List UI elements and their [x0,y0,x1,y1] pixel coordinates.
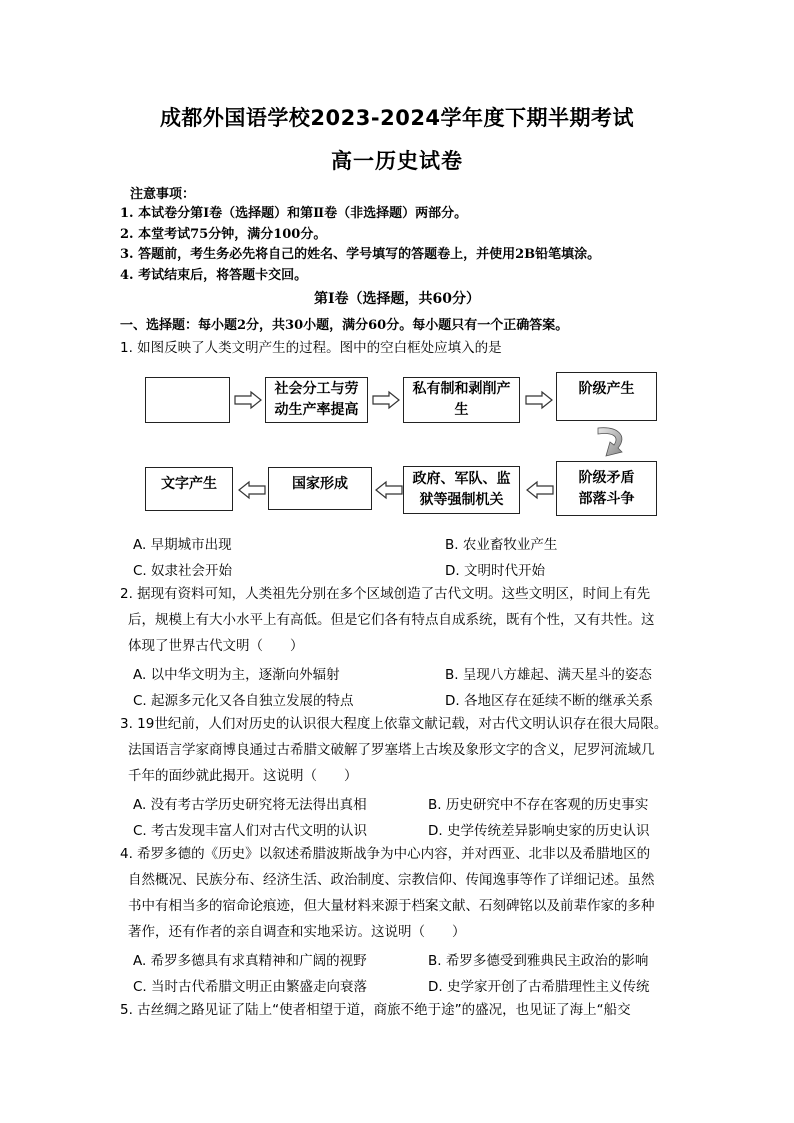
question-4 [120,841,680,945]
part-title: 第Ⅰ卷（选择题，共60分） [313,291,481,307]
question-text: 2. 据现有资料可知，人类祖先分别在多个区域创造了古代文明。这些文明区，时间上有先 [120,586,651,602]
option-d: D. 文明时代开始 [445,563,545,579]
option-a: A. 希罗多德具有求真精神和广阔的视野 [133,953,367,969]
option-b: B. 呈现八方雄起、满天星斗的姿态 [445,667,652,683]
option-c: C. 当时古代希腊文明正由繁盛走向衰落 [133,979,368,995]
question-3 [120,711,680,789]
note-item: 3. 答题前，考生务必先将自己的姓名、学号填写的答题卷上，并使用2B铅笔填涂。 [120,247,601,262]
question-5 [120,997,680,1023]
question-text: 法国语言学家商博良通过古希腊文破解了罗塞塔上古埃及象形文字的含义，尼罗河流域几 [128,742,655,758]
question-1 [120,335,680,361]
right-arrow-icon [233,390,263,410]
left-arrow-icon [237,480,267,500]
option-b: B. 历史研究中不存在客观的历史事实 [428,797,649,813]
note-item: 1. 本试卷分第Ⅰ卷（选择题）和第Ⅱ卷（非选择题）两部分。 [120,206,468,221]
exam-title: 成都外国语学校2023-2024学年度下期半期考试 [159,106,635,130]
option-c: C. 奴隶社会开始 [133,563,233,579]
curved-down-arrow-icon [592,422,632,462]
option-d: D. 史学传统差异影响史家的历史认识 [428,823,650,839]
question-text: 后，规模上有大小水平上有高低。但是它们各有特点自成系统，既有个性，又有共性。这 [128,612,655,628]
question-text: 3. 19世纪前，人们对历史的认识很大程度上依靠文献记载，对古代文明认识存在很大局限。 [120,716,668,732]
box-text: 社会分工与劳 动生产率提高 [274,381,359,418]
exam-subtitle: 高一历史试卷 [331,149,463,173]
box-text: 私有制和剥削产 生 [412,381,511,418]
option-b: B. 农业畜牧业产生 [445,537,558,553]
option-d: D. 史学家开创了古希腊理性主义传统 [428,979,650,995]
box-text: 阶级矛盾 部落斗争 [578,469,635,507]
question-text: 千年的面纱就此揭开。这说明（ ） [128,768,358,784]
question-text: 4. 希罗多德的《历史》以叙述希腊波斯战争为中心内容，并对西亚、北非以及希腊地区的 [120,846,651,862]
section-instructions: 一、选择题：每小题2分，共30小题，满分60分。每小题只有一个正确答案。 [120,318,569,333]
writing-emergence-box: 文字产生 [145,467,233,511]
notes-list [120,204,600,286]
question-text: 书中有相当多的宿命论痕迹，但大量材料来源于档案文献、石刻碑铭以及前辈作家的多种 [128,898,655,914]
state-formation-box: 国家形成 [268,467,372,510]
note-item: 2. 本堂考试75分钟，满分100分。 [120,226,327,242]
box-text: 政府、军队、监 狱等强制机关 [412,471,511,508]
right-arrow-icon [524,390,554,410]
option-c: C. 考古发现丰富人们对古代文明的认识 [133,823,368,839]
left-arrow-icon [374,480,404,500]
option-a: A. 没有考古学历史研究将无法得出真相 [133,797,367,813]
class-emergence-box: 阶级产生 [556,372,657,421]
notes-heading: 注意事项： [130,187,196,202]
question-text: 体现了世界古代文明（ ） [128,638,304,654]
question-text: 5. 古丝绸之路见证了陆上“使者相望于道，商旅不绝于途”的盛况，也见证了海上“船交 [120,1002,631,1018]
option-a: A. 早期城市出现 [133,537,232,553]
class-conflict-box [556,461,657,516]
question-text: 著作，还有作者的亲自调查和实地采访。这说明（ ） [128,924,466,940]
option-d: D. 各地区存在延续不断的继承关系 [445,693,653,709]
left-arrow-icon [525,480,555,500]
blank-box [145,377,230,423]
option-a: A. 以中华文明为主，逐渐向外辐射 [133,667,340,683]
question-text: 1. 如图反映了人类文明产生的过程。图中的空白框处应填入的是 [120,340,502,356]
option-b: B. 希罗多德受到雅典民主政治的影响 [428,953,649,969]
question-2 [120,581,680,659]
option-c: C. 起源多元化又各自独立发展的特点 [133,693,354,709]
question-text: 自然概况、民族分布、经济生活、政治制度、宗教信仰、传闻逸事等作了详细记述。虽然 [128,872,655,888]
note-item: 4. 考试结束后，将答题卡交回。 [120,267,308,283]
private-ownership-box [403,377,520,423]
division-of-labor-box [265,377,368,423]
coercive-organs-box [403,466,520,514]
right-arrow-icon [371,390,401,410]
